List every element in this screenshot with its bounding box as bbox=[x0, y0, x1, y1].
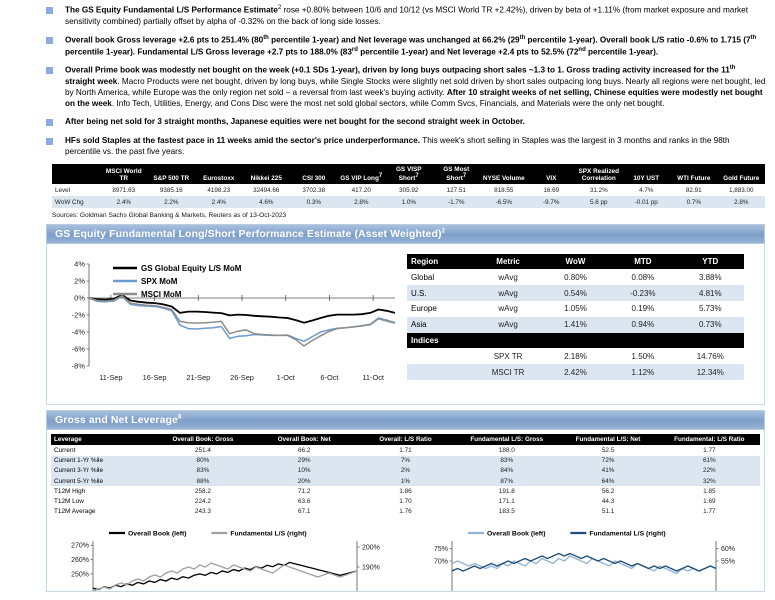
table-cell: 61% bbox=[659, 456, 760, 466]
market-column-header bbox=[670, 164, 718, 185]
bullet-text-segment: 2 bbox=[277, 5, 282, 11]
table-cell: 1.41% bbox=[542, 317, 609, 333]
region-column-header: YTD bbox=[677, 254, 744, 269]
table-cell: 83% bbox=[456, 456, 557, 466]
legend-label: MSCI MoM bbox=[141, 290, 182, 300]
leverage-column-header: Overall Book: Gross bbox=[152, 434, 253, 445]
perf-estimate-line-chart bbox=[49, 250, 401, 400]
table-cell: -9.7% bbox=[528, 196, 576, 208]
table-cell: MSCI TR bbox=[474, 364, 541, 380]
section-title-text: GS Equity Fundamental Long/Short Performance Estimate (Asset Weighted) bbox=[55, 228, 442, 241]
table-cell: 2.42% bbox=[542, 364, 609, 380]
table-row bbox=[52, 184, 765, 196]
section-header-performance-estimate bbox=[46, 224, 765, 244]
table-cell: 2% bbox=[355, 466, 456, 476]
table-cell: 417.20 bbox=[351, 186, 371, 194]
x-axis-tick-label: 21-Sep bbox=[186, 373, 211, 383]
market-column-header bbox=[243, 164, 291, 185]
section-header-gross-net-leverage bbox=[46, 410, 765, 430]
bullet-text-segment: th bbox=[263, 34, 269, 41]
chart-series-line bbox=[93, 562, 357, 589]
left-axis-tick-label: 260% bbox=[71, 556, 89, 564]
section-title-text: Gross and Net Leverage bbox=[55, 414, 178, 427]
table-cell: 88% bbox=[152, 476, 253, 486]
bullet-text bbox=[65, 64, 767, 109]
column-header-label: Eurostoxx bbox=[203, 175, 235, 183]
bullet-marker-icon bbox=[46, 119, 53, 126]
table-cell: -6.5% bbox=[480, 196, 528, 208]
table-cell: 32% bbox=[659, 476, 760, 486]
table-cell: 51.1 bbox=[601, 508, 615, 516]
table-cell: 16.69 bbox=[543, 186, 560, 194]
leverage-column-header: Fundamental: L/S Ratio bbox=[659, 434, 760, 445]
table-cell: 87% bbox=[456, 476, 557, 486]
market-column-header bbox=[338, 164, 386, 185]
table-cell: 1.85 bbox=[703, 487, 716, 495]
leverage-table bbox=[51, 434, 760, 516]
column-header-label: Nikkei 225 bbox=[250, 175, 282, 183]
table-cell: 818.55 bbox=[494, 186, 514, 194]
row-label: Level bbox=[55, 186, 71, 194]
gross-leverage-chart-svg bbox=[47, 525, 402, 591]
bullet-text-segment: th bbox=[519, 34, 526, 41]
bullet-text-segment: This week's short selling in Staples was the largest in 3 months and ranks in the 98th percentile vs. the past five years. bbox=[65, 135, 730, 156]
net-leverage-chart-svg bbox=[406, 525, 761, 591]
table-cell: Global bbox=[411, 272, 435, 282]
legend-label: SPX MoM bbox=[141, 277, 178, 287]
perf-chart-svg bbox=[49, 250, 401, 400]
legend-label: Overall Book (left) bbox=[128, 530, 187, 538]
column-header-label: WTI Future bbox=[677, 175, 711, 183]
table-cell: 1% bbox=[355, 476, 456, 486]
row-label: T12M High bbox=[54, 487, 86, 495]
table-cell: 5.73% bbox=[698, 304, 722, 314]
table-row bbox=[407, 269, 744, 285]
table-cell: 0.94% bbox=[609, 317, 676, 333]
leverage-section-body bbox=[46, 430, 765, 591]
bullet-text-segment: percentile 1-year) and Net leverage was unchanged at 66.2% (29 bbox=[268, 35, 520, 45]
table-cell: 2.8% bbox=[338, 196, 386, 208]
table-cell: 1.76 bbox=[399, 508, 412, 516]
market-column-header bbox=[290, 164, 338, 185]
sources-line: Sources: Goldman Sachs Global Banking & Markets, Reuters as of 13-Oct-2023 bbox=[52, 212, 287, 220]
table-cell: 243.3 bbox=[194, 508, 211, 516]
table-row bbox=[51, 476, 760, 486]
x-axis-tick-label: 26-Sep bbox=[230, 373, 254, 383]
table-cell: 258.2 bbox=[194, 487, 211, 495]
x-axis-tick-label: 1-Oct bbox=[276, 373, 295, 383]
table-row bbox=[51, 496, 760, 506]
y-axis-tick-label: 2% bbox=[74, 277, 85, 287]
table-cell: 56.2 bbox=[601, 487, 615, 495]
table-row bbox=[51, 466, 760, 476]
bullet-item bbox=[46, 4, 767, 27]
table-cell: 82.91 bbox=[685, 186, 702, 194]
bullet-item bbox=[46, 135, 767, 157]
table-cell: 44.3 bbox=[601, 498, 615, 505]
bullet-text-segment: rd bbox=[351, 46, 358, 53]
table-cell: -1.7% bbox=[433, 196, 481, 208]
column-header-footnote: 7 bbox=[378, 172, 383, 179]
region-performance-table bbox=[407, 254, 744, 379]
row-label: Current 1-Yr %ile bbox=[51, 456, 152, 466]
table-cell: 7% bbox=[355, 456, 456, 466]
table-cell: 0.80% bbox=[564, 272, 587, 282]
bullet-marker-icon bbox=[46, 138, 53, 145]
region-performance-table-wrapper bbox=[401, 250, 762, 400]
table-cell: wAvg bbox=[474, 285, 541, 301]
table-cell: 0.19% bbox=[631, 304, 655, 314]
table-cell: 2.18% bbox=[564, 351, 587, 361]
legend-label: Fundamental L/S (right) bbox=[230, 530, 307, 538]
column-header-label: Gold Future bbox=[723, 175, 760, 183]
left-axis-tick-label: 250% bbox=[71, 571, 89, 579]
table-cell: 4.6% bbox=[243, 196, 291, 208]
table-cell: 22% bbox=[659, 466, 760, 476]
table-cell: 3702.38 bbox=[302, 186, 326, 194]
table-cell: 188.0 bbox=[498, 447, 515, 455]
table-cell: 1.70 bbox=[399, 498, 412, 505]
table-cell: 1.71 bbox=[399, 447, 412, 455]
right-axis-tick-label: 200% bbox=[362, 544, 380, 552]
y-axis-tick-label: 0% bbox=[74, 294, 85, 304]
table-cell: -0.01 pp bbox=[623, 196, 671, 208]
table-cell: 12.34% bbox=[677, 364, 744, 380]
column-header-label: SPX Realized Correlation bbox=[578, 167, 619, 183]
table-cell: 2.8% bbox=[718, 196, 766, 208]
table-cell: 305.92 bbox=[399, 186, 419, 194]
bullet-text-segment: percentile 1-year). Overall book L/S ratio -0.6% to 1.715 (7 bbox=[525, 35, 751, 45]
region-column-header: Region bbox=[407, 254, 474, 269]
table-cell: SPX TR bbox=[493, 351, 523, 361]
region-table-body bbox=[407, 269, 744, 379]
table-cell: 1.50% bbox=[631, 351, 655, 361]
legend-label: GS Global Equity L/S MoM bbox=[141, 264, 242, 274]
y-axis-tick-label: -4% bbox=[71, 328, 85, 338]
bullet-item bbox=[46, 64, 767, 109]
bullet-text-segment: . Info Tech, Utilities, Energy, and Cons Disc were the most net sold global sectors, while Comm Svcs, Financials, and Materials were the only net bought. bbox=[111, 99, 665, 109]
right-axis-tick-label: 60% bbox=[720, 545, 735, 553]
table-cell: 64% bbox=[557, 476, 658, 486]
bullet-text-segment: straight week bbox=[65, 77, 118, 87]
section-title-footnote: 2 bbox=[441, 228, 446, 235]
table-cell: 127.51 bbox=[446, 186, 466, 194]
table-cell: 251.4 bbox=[194, 447, 211, 455]
table-row bbox=[407, 364, 744, 380]
market-table-body bbox=[52, 184, 765, 208]
legend-label: Overall Book (left) bbox=[486, 530, 546, 538]
bullet-text-segment: percentile 1-year). bbox=[585, 47, 659, 57]
market-column-header bbox=[480, 164, 528, 185]
column-header-label: GS VISP Short bbox=[395, 165, 422, 183]
gross-leverage-chart bbox=[47, 525, 406, 591]
table-header-row bbox=[51, 434, 760, 445]
market-column-header bbox=[148, 164, 196, 185]
table-cell: 84% bbox=[456, 466, 557, 476]
bullet-text-segment: rose +0.80% between 10/6 and 10/12 (vs MSCI World TR +2.42%), driven by beta of +1.11% (from market exposure and market sensitivity combined) partially offset by alpha of -0.32% on the back of long side losses. bbox=[65, 5, 748, 26]
table-cell: 0.7% bbox=[670, 196, 718, 208]
table-cell: 4.7% bbox=[639, 186, 654, 194]
table-cell: 1.12% bbox=[609, 364, 676, 380]
bullet-text-segment: nd bbox=[578, 46, 586, 53]
right-axis-tick-label: 55% bbox=[720, 558, 735, 566]
y-axis-tick-label: -8% bbox=[71, 362, 85, 372]
market-column-header bbox=[575, 164, 623, 185]
table-cell: 5.6 pp bbox=[575, 196, 623, 208]
table-cell: 1.05% bbox=[564, 304, 587, 314]
x-axis-tick-label: 6-Oct bbox=[320, 373, 339, 383]
leverage-table-header bbox=[51, 434, 760, 445]
table-cell: 2.2% bbox=[148, 196, 196, 208]
leverage-column-header: Overall: L/S Ratio bbox=[355, 434, 456, 445]
table-row bbox=[407, 348, 744, 364]
table-cell: Asia bbox=[407, 317, 474, 333]
table-cell: 41% bbox=[557, 466, 658, 476]
region-table-header bbox=[407, 254, 744, 269]
table-cell: wAvg bbox=[498, 272, 518, 282]
table-cell: 20% bbox=[254, 476, 355, 486]
table-cell: 0.73% bbox=[677, 317, 744, 333]
column-header-label: NYSE Volume bbox=[482, 175, 525, 183]
table-cell: 1.86 bbox=[399, 487, 412, 495]
region-column-header: WoW bbox=[542, 254, 609, 269]
table-cell: 1.77 bbox=[703, 508, 716, 516]
subheader-label: Indices bbox=[407, 333, 744, 349]
table-cell: wAvg bbox=[498, 304, 518, 314]
left-axis-tick-label: 75% bbox=[433, 545, 448, 553]
x-axis-tick-label: 11-Sep bbox=[99, 373, 123, 383]
table-cell: 66.2 bbox=[297, 447, 311, 455]
table-cell: 9385.16 bbox=[159, 186, 183, 194]
left-axis-tick-label: 270% bbox=[71, 542, 89, 550]
bullet-marker-icon bbox=[46, 37, 53, 44]
column-header-label: GS Most Short bbox=[443, 165, 470, 183]
market-column-header bbox=[100, 164, 148, 185]
table-row bbox=[407, 317, 744, 333]
market-column-header bbox=[623, 164, 671, 185]
table-row bbox=[51, 445, 760, 455]
region-column-header: MTD bbox=[609, 254, 676, 269]
bullet-marker-icon bbox=[46, 7, 53, 14]
bullet-text-segment: After 10 straight weeks of net selling, Chinese equities were modestly net bought on the week bbox=[65, 88, 763, 109]
bullet-text-segment: percentile 1-year) and Net leverage +2.4 pts to 52.5% (72 bbox=[357, 47, 579, 57]
column-header-footnote: 7 bbox=[415, 172, 419, 179]
table-cell: 171.1 bbox=[498, 498, 515, 505]
column-header-label: MSCI World TR bbox=[105, 167, 142, 183]
table-cell: 32494.66 bbox=[253, 186, 280, 194]
table-cell: 1.69 bbox=[703, 498, 716, 505]
table-cell bbox=[407, 364, 474, 380]
table-cell bbox=[407, 348, 474, 364]
market-column-header bbox=[385, 164, 433, 185]
bullet-text-segment: th bbox=[729, 65, 736, 72]
table-cell: 63.6 bbox=[297, 498, 311, 505]
row-label: Current 3-Yr %ile bbox=[51, 466, 152, 476]
table-cell: 71.2 bbox=[297, 487, 311, 495]
leverage-column-header: Overall Book: Net bbox=[254, 434, 355, 445]
table-cell: 31.2% bbox=[589, 186, 608, 194]
chart-series-line bbox=[89, 297, 395, 342]
table-cell: 2.4% bbox=[195, 196, 243, 208]
row-label: Current bbox=[54, 447, 76, 455]
left-axis-tick-label: 70% bbox=[433, 558, 448, 566]
legend-label: Fundamental L/S (right) bbox=[588, 530, 666, 538]
table-cell: 52.5 bbox=[601, 447, 615, 455]
table-cell: 1.77 bbox=[703, 447, 716, 455]
table-row bbox=[51, 456, 760, 466]
table-row bbox=[51, 486, 760, 496]
bullet-text-segment: . Macro Products were net bought, driven by long buys, while Single Stocks were slightly net sold driven by short sales outpacing long buys. Nearly all regions were net bought, led by North America, while Europe was the only region net sold – a reversal from last week's buying activity. bbox=[65, 77, 766, 98]
row-label: T12M Low bbox=[54, 498, 84, 505]
market-snapshot-table-wrapper bbox=[52, 164, 765, 209]
row-label: WoW Chg bbox=[52, 196, 100, 208]
key-takeaways-list bbox=[0, 0, 775, 157]
table-header-row bbox=[52, 164, 765, 185]
bullet-text-segment: HFs sold Staples at the fastest pace in 11 weeks amid the sector's price underperformance. bbox=[65, 135, 421, 145]
table-cell: 29% bbox=[254, 456, 355, 466]
table-cell: 191.8 bbox=[498, 487, 515, 495]
row-label: Current 5-Yr %ile bbox=[51, 476, 152, 486]
table-cell: 80% bbox=[152, 456, 253, 466]
table-cell: 2.4% bbox=[100, 196, 148, 208]
table-cell: U.S. bbox=[407, 285, 474, 301]
table-cell: 10% bbox=[254, 466, 355, 476]
bullet-text-segment: After being net sold for 3 straight months, Japanese equities were net bought for the second straight week in October. bbox=[65, 117, 525, 127]
table-cell: 0.54% bbox=[542, 285, 609, 301]
table-cell: 1.0% bbox=[385, 196, 433, 208]
table-row bbox=[407, 301, 744, 317]
bullet-text bbox=[65, 135, 767, 157]
bullet-item bbox=[46, 34, 767, 58]
table-cell: wAvg bbox=[474, 317, 541, 333]
table-cell: 67.1 bbox=[297, 508, 311, 516]
column-header-label: VIX bbox=[546, 175, 557, 183]
column-header-label: GS VIP Long bbox=[340, 175, 379, 183]
table-cell: 0.08% bbox=[631, 272, 655, 282]
table-cell: 14.76% bbox=[696, 351, 724, 361]
bullet-item bbox=[46, 116, 767, 127]
table-row bbox=[51, 507, 760, 517]
table-cell: 72% bbox=[557, 456, 658, 466]
bullet-text-segment: Overall Prime book was modestly net bought on the week (+0.1 SDs 1-year), driven by long buys outpacing short sales ~1.3 to 1. Gross trading activity increased for the 11 bbox=[65, 66, 730, 76]
market-snapshot-table bbox=[52, 164, 765, 209]
table-cell: -0.23% bbox=[609, 285, 676, 301]
column-header-label: CSI 300 bbox=[302, 175, 326, 183]
column-header-footnote: 7 bbox=[462, 172, 467, 179]
table-header-row bbox=[407, 254, 744, 269]
leverage-column-header: Leverage bbox=[51, 434, 152, 445]
bullet-text bbox=[65, 4, 767, 27]
table-row bbox=[407, 285, 744, 301]
market-column-header bbox=[195, 164, 243, 185]
table-cell: 1,883.00 bbox=[728, 186, 754, 194]
market-column-header bbox=[52, 164, 100, 185]
table-subheader-row bbox=[407, 333, 744, 349]
market-column-header bbox=[433, 164, 481, 185]
market-column-header bbox=[528, 164, 576, 185]
table-cell: 0.3% bbox=[290, 196, 338, 208]
section-title-footnote: 8 bbox=[178, 414, 182, 421]
right-axis-tick-label: 190% bbox=[362, 564, 380, 572]
table-cell: 183.5 bbox=[498, 508, 515, 516]
bullet-marker-icon bbox=[46, 67, 53, 74]
leverage-charts-row bbox=[47, 519, 764, 591]
y-axis-tick-label: -6% bbox=[71, 345, 85, 355]
net-leverage-chart bbox=[406, 525, 765, 591]
table-row bbox=[52, 196, 765, 208]
bullet-text-segment: Overall book Gross leverage +2.6 pts to 251.4% (80 bbox=[65, 35, 264, 45]
leverage-column-header: Fundamental L/S: Net bbox=[557, 434, 658, 445]
chart-series-line bbox=[93, 563, 357, 591]
bullet-text-segment: percentile 1-year). Fundamental L/S Gross leverage +2.7 pts to 188.0% (83 bbox=[65, 47, 352, 57]
table-cell: 8971.63 bbox=[112, 186, 136, 194]
performance-estimate-body bbox=[46, 244, 765, 405]
region-column-header: Metric bbox=[474, 254, 541, 269]
table-cell: 4198.23 bbox=[207, 186, 231, 194]
x-axis-tick-label: 16-Sep bbox=[142, 373, 167, 383]
leverage-column-header: Fundamental L/S: Gross bbox=[456, 434, 557, 445]
table-cell: 83% bbox=[152, 466, 253, 476]
y-axis-tick-label: 4% bbox=[74, 260, 85, 270]
row-label: T12M Average bbox=[54, 508, 96, 516]
bullet-text bbox=[65, 116, 525, 127]
table-cell: 224.2 bbox=[194, 498, 211, 505]
market-column-header bbox=[718, 164, 766, 185]
bullet-text-segment: th bbox=[750, 34, 757, 41]
x-axis-tick-label: 11-Oct bbox=[362, 373, 384, 383]
table-cell: 4.81% bbox=[677, 285, 744, 301]
column-header-label: 10Y UST bbox=[633, 175, 660, 183]
column-header-label: S&P 500 TR bbox=[153, 175, 190, 183]
market-table-header bbox=[52, 164, 765, 185]
leverage-table-body bbox=[51, 445, 760, 516]
bullet-text bbox=[65, 34, 767, 58]
bullet-text-segment: The GS Equity Fundamental L/S Performance Estimate bbox=[65, 5, 278, 15]
table-cell: 3.88% bbox=[698, 272, 722, 282]
chart-series-line bbox=[89, 296, 395, 346]
table-cell: Europe bbox=[411, 304, 437, 314]
y-axis-tick-label: -2% bbox=[71, 311, 85, 321]
